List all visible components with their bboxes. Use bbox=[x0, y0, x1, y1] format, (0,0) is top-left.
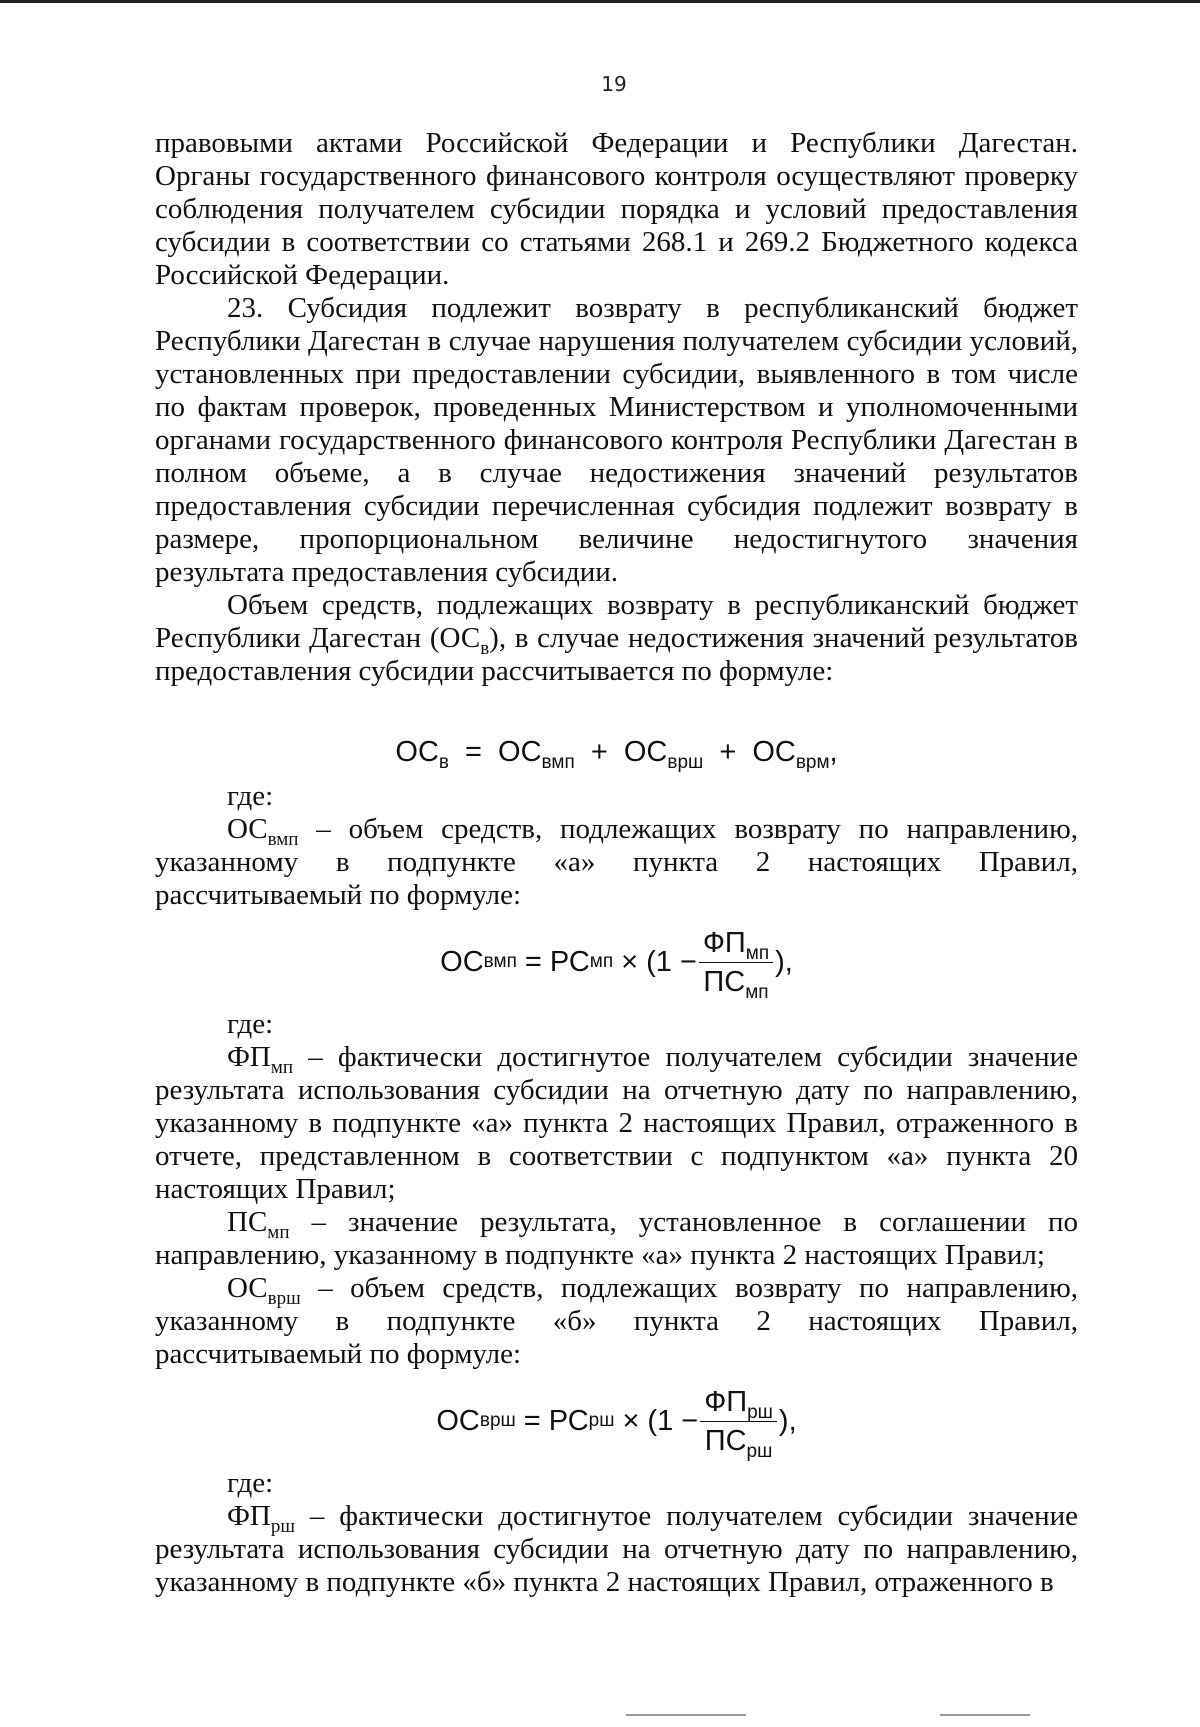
definition-os-vrsh: $ОС_{врш}$ – объем средств, подлежащих возврату по направлению, указанному в подпункте «б» пункта 2 настоящих Правил, рассчитываемый по формуле: bbox=[155, 1272, 1078, 1370]
definition-fp-rsh: $ФП_{рш}$ – фактически достигнутое получателем субсидии значение результата использования субсидии на отчетную дату по направлению, указанному в подпункте «б» пункта 2 настоящих Правил, отраженного в bbox=[155, 1500, 1078, 1598]
where-label: где: bbox=[227, 1467, 274, 1499]
scan-artifact bbox=[626, 1714, 746, 1716]
formula-os-vrsh: ОС врш = РС рш × (1 − $\frac{ФП_{рш}}{ПС_{рш}}$ ), bbox=[436, 1385, 797, 1462]
definition-fp-mp: $ФП_{мп}$ – фактически достигнутое получателем субсидии значение результата использования субсидии на отчетную дату по направлению, указанному в подпункте «а» пункта 2 настоящих Правил, отраженного в отчете, представленном в соответствии с подпунктом «а» пункта 20 настоящих Правил; bbox=[155, 1041, 1078, 1205]
scan-top-edge bbox=[0, 0, 1200, 3]
paragraph-23: 23. Субсидия подлежит возврату в республиканский бюджет Республики Дагестан в случае нарушения получателем субсидии условий, установленных при предоставлении субсидии, выявленного в том числе по фактам проверок, проведенных Министерством и уполномоченными органами государственного финансового контроля Республики Дагестан в полном объеме, а в случае недостижения значений результатов предоставления субсидии перечисленная субсидия подлежит возврату в размере, пропорциональном величине недостигнутого значения результата предоставления субсидии. bbox=[155, 292, 1078, 588]
formula-os-vmp: ОС вмп = РС мп × (1 − $\frac{ФП_{мп}}{ПС_{мп}}$ ), bbox=[440, 926, 793, 1003]
formula-total-return: $ОС_в = ОС_{вмп} + ОС_{врш} + ОС_{врм}$, bbox=[395, 736, 838, 773]
page-number: 19 bbox=[601, 72, 627, 96]
paragraph-continuation: правовыми актами Российской Федерации и Республики Дагестан. Органы государственного финансового контроля осуществляют проверку соблюдения получателем субсидии порядка и условий предоставления субсидии в соответствии со статьями 268.1 и 269.2 Бюджетного кодекса Российской Федерации. bbox=[155, 127, 1078, 291]
definition-os-vmp: $ОС_{вмп}$ – объем средств, подлежащих возврату по направлению, указанному в подпункте «а» пункта 2 настоящих Правил, рассчитываемый по формуле: bbox=[155, 813, 1078, 911]
symbol-os-v: $ОС_в$ bbox=[439, 622, 490, 659]
document-body bbox=[155, 127, 1078, 1599]
fraction-fp-over-ps-mp: $\frac{ФП_{мп}}{ПС_{мп}}$ bbox=[699, 927, 773, 998]
where-label: где: bbox=[227, 780, 274, 812]
where-label: где: bbox=[227, 1008, 274, 1040]
paragraph-return-volume: Объем средств, подлежащих возврату в республиканский бюджет Республики Дагестан $(ОС_в)$, в случае недостижения значений результатов предоставления субсидии рассчитывается по формуле: bbox=[155, 589, 1078, 687]
scan-artifact bbox=[940, 1714, 1030, 1716]
definition-ps-mp: $ПС_{мп}$ – значение результата, установленное в соглашении по направлению, указанному в подпункте «а» пункта 2 настоящих Правил; bbox=[155, 1206, 1078, 1271]
fraction-fp-over-ps-rsh: $\frac{ФП_{рш}}{ПС_{рш}}$ bbox=[700, 1386, 777, 1457]
